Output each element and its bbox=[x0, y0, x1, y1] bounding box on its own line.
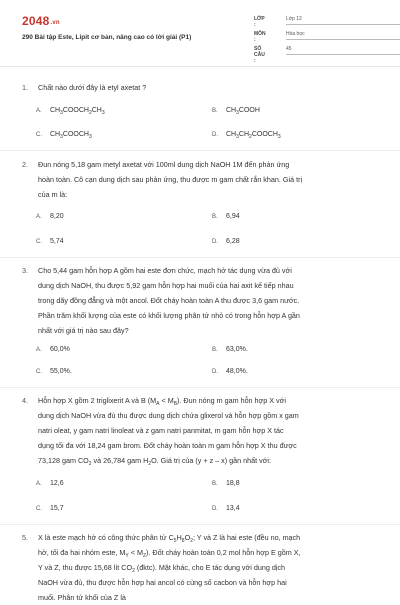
question-number: 1. bbox=[22, 83, 28, 92]
meta-value: Hóa học bbox=[286, 31, 400, 40]
question-line: muối. Phân tử khối của Z là bbox=[38, 593, 126, 602]
question-line: NaOH vừa đủ, thu được hỗn hợp hai ancol có cùng số cacbon và hỗn hợp hai bbox=[38, 578, 287, 587]
option-c[interactable] bbox=[36, 505, 64, 512]
option-b[interactable] bbox=[212, 107, 260, 114]
option-a[interactable] bbox=[36, 213, 64, 220]
option-text: 6,28 bbox=[226, 238, 240, 245]
option-a[interactable] bbox=[36, 346, 70, 353]
question-line: hở, tối đa hai nhóm este, $M_Y < M_Z$). Đốt cháy hoàn toàn 0,2 mol hỗn hợp E gồm X, bbox=[38, 548, 301, 559]
logo-text: 2048 bbox=[22, 14, 50, 28]
option-d[interactable] bbox=[212, 238, 240, 245]
question-line: Y và Z, thu được 15,68 lít $CO_2$ (đktc). Mặt khác, cho E tác dụng với dung dịch bbox=[38, 563, 286, 574]
option-label: B. bbox=[212, 108, 218, 114]
meta-value: Lớp 12 bbox=[286, 16, 400, 25]
meta-key: MÔN : bbox=[254, 31, 266, 43]
option-label: D. bbox=[212, 239, 218, 245]
option-text: $CH_3COOCH_2CH_3$ bbox=[50, 107, 105, 116]
question-number: 3. bbox=[22, 266, 28, 275]
option-d[interactable] bbox=[212, 505, 240, 512]
meta-key: LỚP : bbox=[254, 16, 265, 28]
question-separator bbox=[0, 387, 400, 388]
option-text: 55,0%. bbox=[50, 368, 72, 375]
document-header bbox=[0, 0, 400, 66]
question-line: Đun nóng 5,18 gam metyl axetat với 100ml dung dịch NaOH 1M đến phản ứng bbox=[38, 160, 290, 169]
question-line: natri oleat, y gam natri linoleat và z gam natri panmitat, m gam hỗn hợp X tác bbox=[38, 426, 284, 435]
question-number: 2. bbox=[22, 160, 28, 169]
option-label: D. bbox=[212, 506, 218, 512]
option-text: 13,4 bbox=[226, 505, 240, 512]
question-line: dụng tối đa với 18,24 gam brom. Đốt cháy hoàn toàn m gam hỗn hợp X thu được bbox=[38, 441, 297, 450]
question-separator bbox=[0, 150, 400, 151]
question-line: trong dãy đồng đẳng và một ancol. Đốt cháy hoàn toàn A thu được 3,6 gam nước. bbox=[38, 296, 300, 305]
option-label: B. bbox=[212, 481, 218, 487]
option-text: $CH_3CH_2COOCH_3$ bbox=[226, 131, 281, 140]
option-text: 5,74 bbox=[50, 238, 64, 245]
question-line: Phần trăm khối lượng của este có khối lượng phân tử nhỏ có trong hỗn hợp A gần bbox=[38, 311, 300, 320]
option-c[interactable] bbox=[36, 131, 92, 138]
option-a[interactable] bbox=[36, 480, 64, 487]
question-separator bbox=[0, 524, 400, 525]
option-text: 63,0%. bbox=[226, 346, 248, 353]
option-text: $CH_3COOH$ bbox=[226, 107, 260, 116]
site-logo[interactable] bbox=[22, 14, 60, 28]
question-separator bbox=[0, 257, 400, 258]
option-b[interactable] bbox=[212, 213, 240, 220]
question-line: Chất nào dưới đây là etyl axetat ? bbox=[38, 83, 147, 92]
option-b[interactable] bbox=[212, 480, 240, 487]
option-c[interactable] bbox=[36, 368, 72, 375]
logo-tld: .vn bbox=[50, 20, 60, 26]
option-text: 15,7 bbox=[50, 505, 64, 512]
question-text bbox=[38, 530, 382, 605]
option-label: B. bbox=[212, 214, 218, 220]
option-label: C. bbox=[36, 506, 42, 512]
meta-key: SỐ CÂU : bbox=[254, 46, 265, 64]
question-line: Cho 5,44 gam hỗn hợp A gồm hai este đơn chức, mạch hở tác dụng vừa đủ với bbox=[38, 266, 292, 275]
question-text bbox=[38, 393, 382, 468]
question-text bbox=[38, 80, 382, 95]
question-number: 5. bbox=[22, 533, 28, 542]
question-line: Hỗn hợp X gồm 2 triglixerit A và B $(M_A < M_B)$. Đun nóng m gam hỗn hợp X với bbox=[38, 396, 286, 407]
option-label: A. bbox=[36, 481, 42, 487]
option-text: $CH_3COOCH_3$ bbox=[50, 131, 92, 140]
option-label: D. bbox=[212, 369, 218, 375]
question-line: nhất với giá trị nào sau đây? bbox=[38, 326, 129, 335]
option-label: C. bbox=[36, 132, 42, 138]
option-text: 12,6 bbox=[50, 480, 64, 487]
option-label: C. bbox=[36, 239, 42, 245]
option-label: A. bbox=[36, 108, 42, 114]
meta-value: 45 bbox=[286, 46, 400, 55]
option-a[interactable] bbox=[36, 107, 105, 114]
option-text: 18,8 bbox=[226, 480, 240, 487]
option-label: D. bbox=[212, 132, 218, 138]
question-line: của m là: bbox=[38, 190, 68, 199]
question-text bbox=[38, 263, 382, 338]
option-d[interactable] bbox=[212, 368, 248, 375]
option-label: B. bbox=[212, 347, 218, 353]
option-d[interactable] bbox=[212, 131, 281, 138]
question-line: hoàn toàn. Cô cạn dung dịch sau phản ứng, thu được m gam chất rắn khan. Giá trị bbox=[38, 175, 303, 184]
option-c[interactable] bbox=[36, 238, 64, 245]
option-text: 8,20 bbox=[50, 213, 64, 220]
option-text: 60,0% bbox=[50, 346, 70, 353]
option-label: A. bbox=[36, 347, 42, 353]
option-text: 6,94 bbox=[226, 213, 240, 220]
option-label: A. bbox=[36, 214, 42, 220]
document-title: 290 Bài tập Este, Lipit cơ bản, nâng cao có lời giải (P1) bbox=[22, 34, 192, 41]
question-number: 4. bbox=[22, 396, 28, 405]
question-text bbox=[38, 157, 382, 202]
option-text: 48,0%. bbox=[226, 368, 248, 375]
option-label: C. bbox=[36, 369, 42, 375]
question-line: dung dịch NaOH vừa đủ thu được dung dịch chứa glixerol và hỗn hợp gồm x gam bbox=[38, 411, 299, 420]
header-divider bbox=[0, 66, 400, 67]
option-b[interactable] bbox=[212, 346, 248, 353]
question-line: X là este mạch hở có công thức phân tử $C_5H_8O_2$; Y và Z là hai este (đều no, mạch bbox=[38, 533, 301, 544]
question-line: 73,128 gam $CO_2$ và 26,784 gam $H_2O$. Giá trị của (y + z – x) gần nhất với: bbox=[38, 456, 272, 467]
question-line: dung dịch NaOH, thu được 5,92 gam hỗn hợp hai muối của hai axit kế tiếp nhau bbox=[38, 281, 294, 290]
